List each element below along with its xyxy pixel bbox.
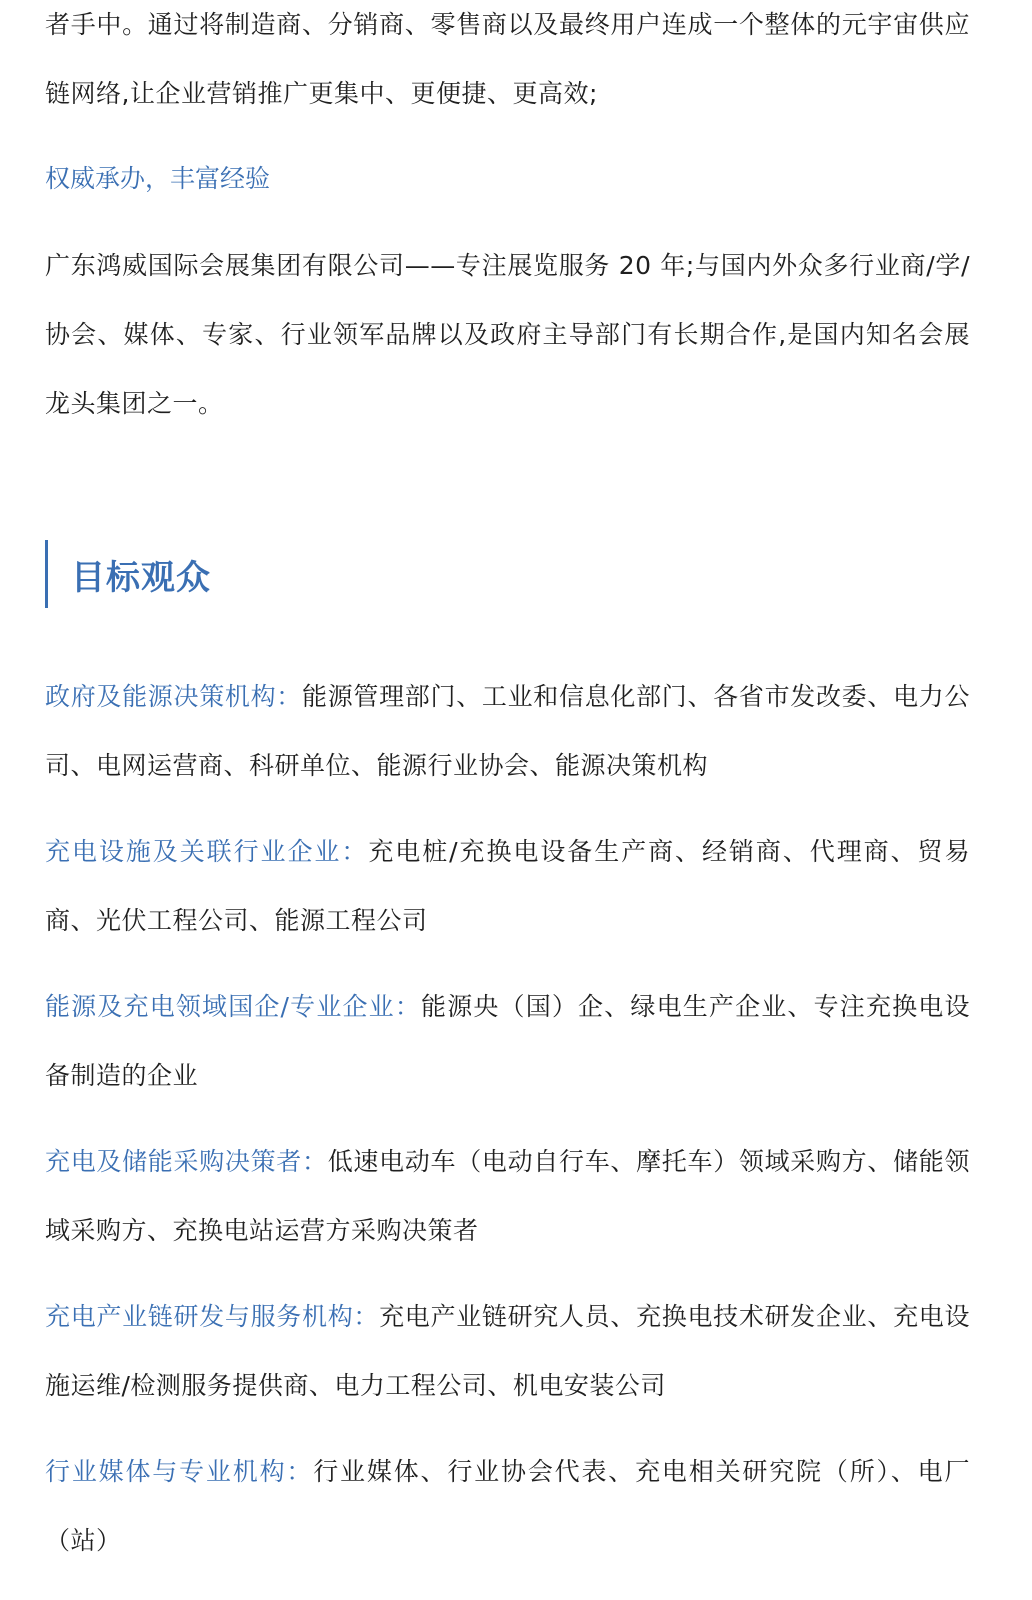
audience-label: 政府及能源决策机构： <box>45 682 302 711</box>
audience-text: 充电桩/充换电设备生产商、经销商、代理商、贸易商、光伏工程公司、能源工程公司 <box>45 837 970 935</box>
audience-label: 行业媒体与专业机构： <box>45 1457 314 1486</box>
target-audience-heading-block <box>45 540 211 608</box>
organizer-paragraph: 广东鸿威国际会展集团有限公司——专注展览服务 20 年;与国内外众多行业商/学/协会、媒体、专家、行业领军品牌以及政府主导部门有长期合作,是国内知名会展龙头集团之一。 <box>45 251 970 418</box>
audience-label: 充电产业链研发与服务机构： <box>45 1302 380 1331</box>
audience-text: 行业媒体、行业协会代表、充电相关研究院（所）、电厂（站） <box>45 1457 970 1555</box>
authority-subtitle: 权威承办，丰富经验 <box>45 164 271 193</box>
audience-item-procurement <box>45 1127 970 1265</box>
audience-list <box>45 662 970 1592</box>
audience-text: 低速电动车（电动自行车、摩托车）领域采购方、储能领域采购方、充换电站运营方采购决策者 <box>45 1147 970 1245</box>
audience-item-state-enterprises <box>45 972 970 1110</box>
audience-item-charging-facilities <box>45 817 970 955</box>
audience-text: 充电产业链研究人员、充换电技术研发企业、充电设施运维/检测服务提供商、电力工程公司、机电安装公司 <box>45 1302 970 1400</box>
audience-item-media <box>45 1437 970 1575</box>
audience-item-government <box>45 662 970 800</box>
audience-item-rnd-services <box>45 1282 970 1420</box>
audience-text: 能源央（国）企、绿电生产企业、专注充换电设备制造的企业 <box>45 992 970 1090</box>
target-audience-heading: 目标观众 <box>71 557 211 598</box>
intro-paragraph: 者手中。通过将制造商、分销商、零售商以及最终用户连成一个整体的元宇宙供应链网络,让企业营销推广更集中、更便捷、更高效; <box>45 10 970 108</box>
audience-label: 能源及充电领域国企/专业企业： <box>45 992 422 1021</box>
audience-label: 充电及储能采购决策者： <box>45 1147 328 1176</box>
audience-text: 能源管理部门、工业和信息化部门、各省市发改委、电力公司、电网运营商、科研单位、能源行业协会、能源决策机构 <box>45 682 970 780</box>
audience-label: 充电设施及关联行业企业： <box>45 837 369 866</box>
